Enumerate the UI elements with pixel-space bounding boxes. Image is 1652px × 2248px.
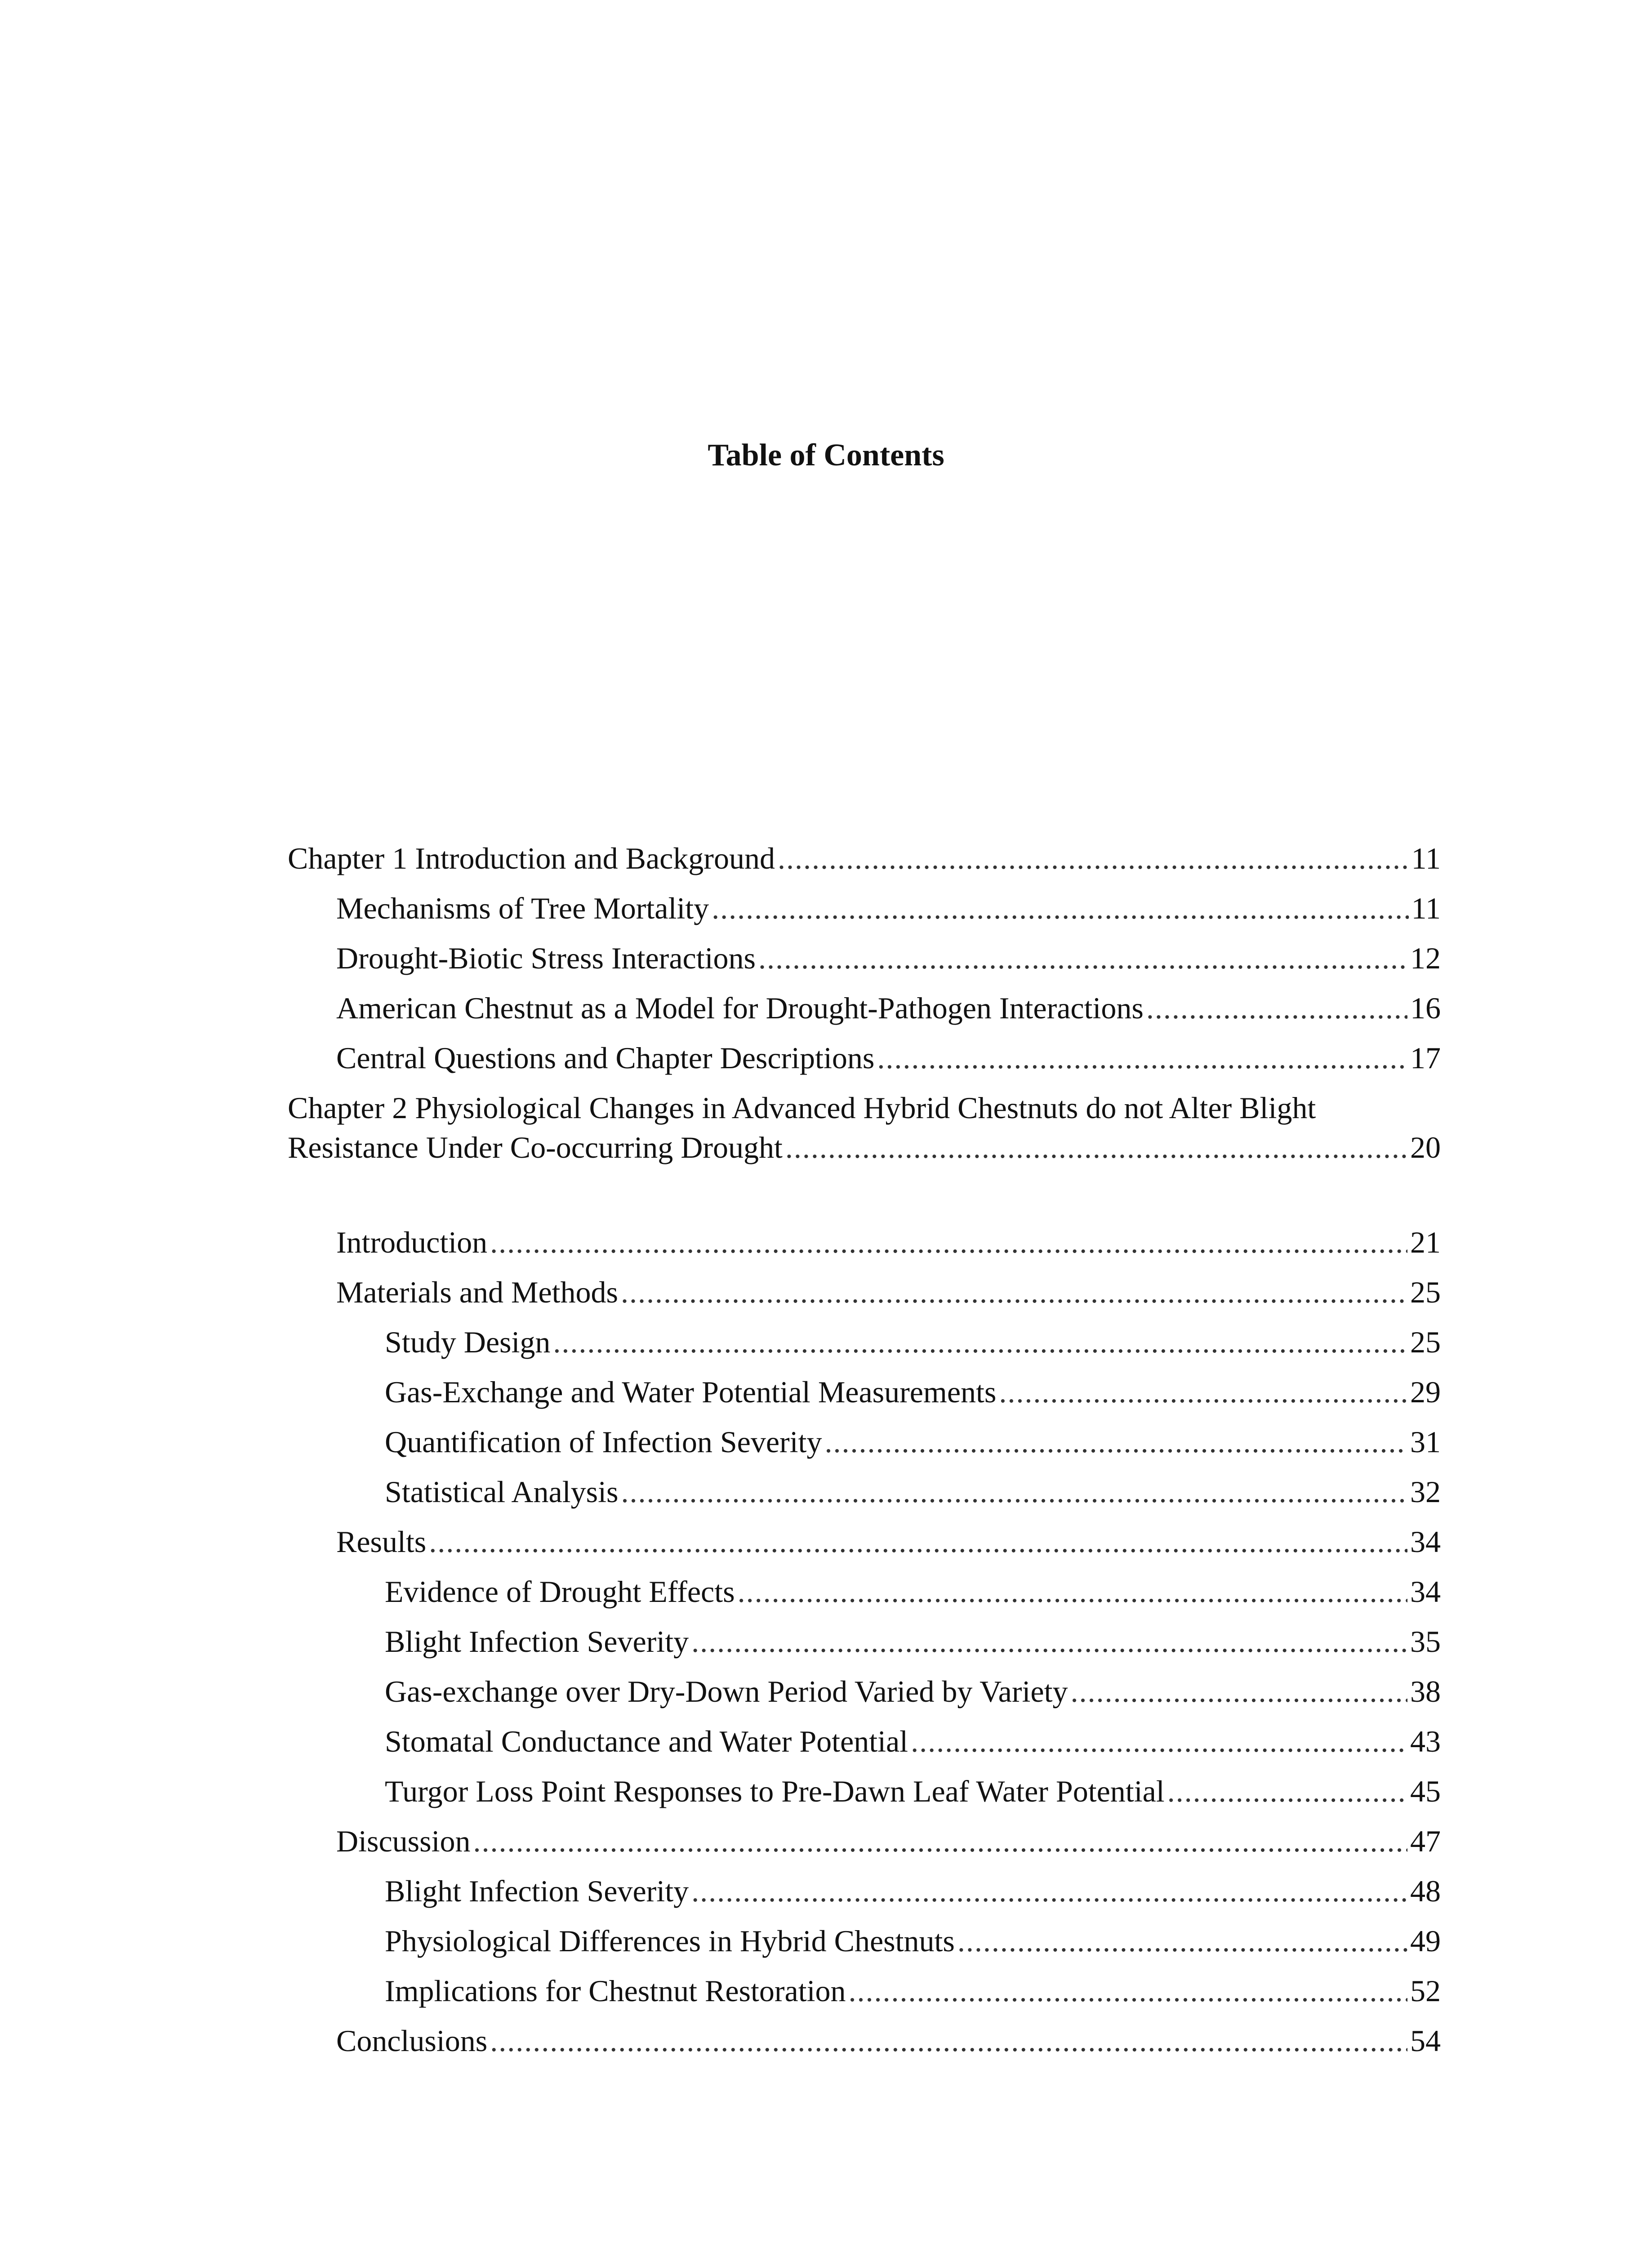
dot-leader: [824, 1422, 1407, 1462]
toc-entry[interactable]: [288, 1262, 1441, 1312]
toc-entry[interactable]: [288, 1512, 1441, 1561]
toc-entry[interactable]: [288, 1861, 1441, 1911]
toc-entry-text: Introduction: [336, 1225, 488, 1259]
toc-entry[interactable]: [288, 2011, 1441, 2061]
dot-leader: [553, 1322, 1407, 1362]
toc-entry[interactable]: [288, 1362, 1441, 1412]
toc-entry[interactable]: [288, 1911, 1441, 1961]
dot-leader: [429, 1522, 1407, 1561]
toc-page-number: 29: [1410, 1375, 1441, 1409]
dot-leader: [621, 1472, 1407, 1512]
dot-leader: [877, 1038, 1407, 1078]
dot-leader: [957, 1921, 1407, 1961]
dot-leader: [490, 2021, 1407, 2061]
toc-entry-text: Conclusions: [336, 2024, 488, 2058]
toc-page-number: 52: [1410, 1974, 1441, 2008]
toc-entry[interactable]: [288, 1661, 1441, 1711]
toc-page-number: 49: [1410, 1924, 1441, 1958]
dot-leader: [849, 1971, 1407, 2011]
toc-entry[interactable]: [288, 1961, 1441, 2011]
dot-leader: [778, 839, 1409, 878]
toc-entry-text: Evidence of Drought Effects: [385, 1574, 735, 1609]
dot-leader: [738, 1572, 1407, 1611]
toc-entry[interactable]: [288, 928, 1441, 978]
toc-page-number: 11: [1411, 891, 1441, 925]
toc-entry[interactable]: [288, 828, 1441, 878]
dot-leader: [1070, 1672, 1407, 1711]
toc-entry-text: Gas-Exchange and Water Potential Measurements: [385, 1375, 997, 1409]
page-title: Table of Contents: [708, 438, 944, 473]
toc-entry[interactable]: [288, 1561, 1441, 1611]
toc-entry[interactable]: [288, 1761, 1441, 1811]
toc-page-number: 12: [1410, 941, 1441, 975]
dot-leader: [691, 1871, 1407, 1911]
toc-entry-text-line2: Resistance Under Co-occurring Drought: [288, 1130, 783, 1164]
toc-page-number: 38: [1410, 1674, 1441, 1708]
toc-entry-text: Blight Infection Severity: [385, 1874, 689, 1908]
dot-leader: [785, 1128, 1407, 1167]
toc-entry[interactable]: [288, 1212, 1441, 1262]
toc-page-number: 35: [1410, 1624, 1441, 1659]
toc-page-number: 47: [1410, 1824, 1441, 1858]
toc-entry[interactable]: [288, 1462, 1441, 1512]
toc-list: [288, 828, 1441, 2061]
dot-leader: [621, 1272, 1407, 1312]
toc-page-number: 54: [1410, 2024, 1441, 2058]
toc-entry-text: Central Questions and Chapter Descriptions: [336, 1041, 875, 1075]
toc-entry-text: Statistical Analysis: [385, 1475, 619, 1509]
toc-entry-text: Stomatal Conductance and Water Potential: [385, 1724, 908, 1758]
toc-entry[interactable]: [288, 878, 1441, 928]
toc-entry-text: Study Design: [385, 1325, 551, 1359]
dot-leader: [1146, 988, 1407, 1028]
toc-entry[interactable]: [288, 1028, 1441, 1078]
toc-page-number: 45: [1410, 1774, 1441, 1808]
dot-leader: [999, 1372, 1407, 1412]
toc-page-number: 16: [1410, 991, 1441, 1025]
toc-entry-text: Gas-exchange over Dry-Down Period Varied by Variety: [385, 1674, 1068, 1708]
toc-entry-text: Blight Infection Severity: [385, 1624, 689, 1659]
toc-entry[interactable]: [288, 1412, 1441, 1462]
toc-page-number: 48: [1410, 1874, 1441, 1908]
toc-page-number: 43: [1410, 1724, 1441, 1758]
dot-leader: [473, 1821, 1407, 1861]
toc-page-number: 20: [1410, 1130, 1441, 1164]
toc-entry-text: Physiological Differences in Hybrid Chestnuts: [385, 1924, 955, 1958]
toc-entry[interactable]: [288, 1711, 1441, 1761]
toc-entry-text: Turgor Loss Point Responses to Pre-Dawn Leaf Water Potential: [385, 1774, 1165, 1808]
toc-entry[interactable]: [288, 1811, 1441, 1861]
toc-page-number: 32: [1410, 1475, 1441, 1509]
toc-page-number: 31: [1410, 1425, 1441, 1459]
dot-leader: [1167, 1771, 1407, 1811]
toc-entry[interactable]: [288, 1611, 1441, 1661]
toc-entry[interactable]: [288, 1078, 1441, 1167]
toc-page-number: 34: [1410, 1525, 1441, 1559]
toc-entry[interactable]: [288, 978, 1441, 1028]
toc-entry-text: Quantification of Infection Severity: [385, 1425, 822, 1459]
toc-page-number: 11: [1411, 841, 1441, 875]
dot-leader: [758, 938, 1407, 978]
toc-page-number: 34: [1410, 1574, 1441, 1609]
dot-leader: [691, 1622, 1407, 1661]
dot-leader: [712, 888, 1408, 928]
toc-entry[interactable]: [288, 1312, 1441, 1362]
toc-entry-text: Drought-Biotic Stress Interactions: [336, 941, 756, 975]
toc-page-number: 17: [1410, 1041, 1441, 1075]
toc-entry-text: American Chestnut as a Model for Drought-Pathogen Interactions: [336, 991, 1144, 1025]
dot-leader: [490, 1222, 1407, 1262]
dot-leader: [911, 1722, 1407, 1761]
toc-entry-text: Materials and Methods: [336, 1275, 618, 1309]
toc-entry-text-line1: Chapter 2 Physiological Changes in Advanced Hybrid Chestnuts do not Alter Blight: [288, 1091, 1316, 1125]
toc-page-number: 25: [1410, 1275, 1441, 1309]
toc-page-number: 21: [1410, 1225, 1441, 1259]
toc-entry-text: Chapter 1 Introduction and Background: [288, 841, 775, 875]
toc-page-number: 25: [1410, 1325, 1441, 1359]
toc-entry-text: Mechanisms of Tree Mortality: [336, 891, 709, 925]
toc-entry-text: Results: [336, 1525, 427, 1559]
toc-entry-text: Implications for Chestnut Restoration: [385, 1974, 846, 2008]
toc-entry-text: Discussion: [336, 1824, 471, 1858]
